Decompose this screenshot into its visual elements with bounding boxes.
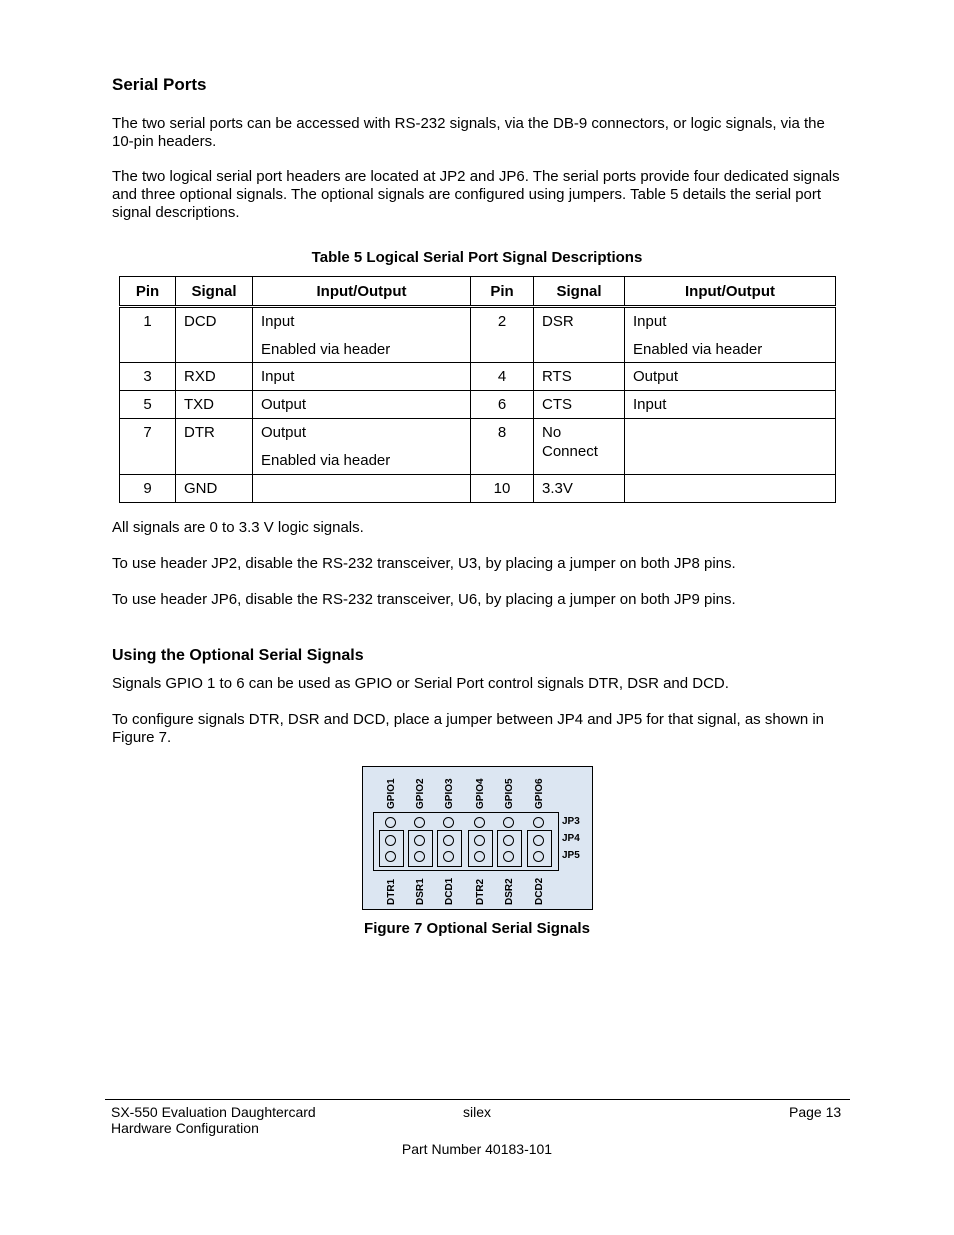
gpio-label: GPIO3 xyxy=(444,778,455,809)
pin-circle xyxy=(414,817,425,828)
footer-doc-title: SX-550 Evaluation Daughtercard xyxy=(111,1104,316,1120)
signal-label: DSR1 xyxy=(415,878,426,905)
cell-io-line: Enabled via header xyxy=(261,452,391,469)
cell-io-line: Output xyxy=(261,424,307,441)
table-row xyxy=(120,419,836,475)
cell-io-line: Input xyxy=(261,313,295,330)
signal-label: DTR1 xyxy=(386,878,397,905)
cell-signal: DTR xyxy=(176,419,253,475)
jumper-diagram xyxy=(362,766,593,910)
gpio-label: GPIO1 xyxy=(386,778,397,809)
header-io-1: Input/Output xyxy=(253,277,471,307)
cell-pin: 8 xyxy=(471,419,534,475)
subsection-para-2: To configure signals DTR, DSR and DCD, place a jumper between JP4 and JP5 for that signal, as shown in Figure 7. xyxy=(112,711,825,746)
pin-circle xyxy=(443,835,454,846)
cell-io xyxy=(625,419,836,475)
pin-circle xyxy=(414,851,425,862)
cell-signal: DCD xyxy=(176,307,253,363)
footer-part-number: Part Number 40183-101 xyxy=(401,1141,553,1157)
signal-label: DTR2 xyxy=(475,878,486,905)
subsection-title: Using the Optional Serial Signals xyxy=(112,647,364,664)
pin-circle xyxy=(443,851,454,862)
section-para-1: The two serial ports can be accessed with RS-232 signals, via the DB-9 connectors, or logic signals, via the 10-pin headers. xyxy=(112,115,825,150)
cell-io-line: Input xyxy=(633,313,667,330)
cell-pin: 6 xyxy=(471,391,534,419)
signal-label: DSR2 xyxy=(504,878,515,905)
pin-circle xyxy=(474,851,485,862)
pin-circle xyxy=(533,835,544,846)
cell-pin: 1 xyxy=(120,307,176,363)
subsection-para-1: Signals GPIO 1 to 6 can be used as GPIO or Serial Port control signals DTR, DSR and DCD. xyxy=(112,675,729,692)
header-pin-1: Pin xyxy=(120,277,176,307)
cell-pin: 7 xyxy=(120,419,176,475)
header-pin-2: Pin xyxy=(471,277,534,307)
header-io-2: Input/Output xyxy=(625,277,836,307)
section-title: Serial Ports xyxy=(112,75,207,94)
cell-io: Output xyxy=(253,391,471,419)
table-row xyxy=(120,475,836,503)
figure-caption: Figure 7 Optional Serial Signals xyxy=(364,920,590,937)
cell-signal: GND xyxy=(176,475,253,503)
pin-circle xyxy=(503,851,514,862)
table-header-row xyxy=(120,277,836,307)
pin-circle xyxy=(503,817,514,828)
pin-circle xyxy=(385,835,396,846)
pin-circle xyxy=(503,835,514,846)
footer-divider xyxy=(105,1099,850,1100)
cell-signal: TXD xyxy=(176,391,253,419)
note-logic-levels: All signals are 0 to 3.3 V logic signals. xyxy=(112,519,364,536)
cell-io-line: Enabled via header xyxy=(261,341,391,358)
signal-table xyxy=(119,276,836,503)
footer-company: silex xyxy=(463,1104,492,1120)
cell-signal: No Connect xyxy=(534,419,625,475)
table-caption: Table 5 Logical Serial Port Signal Descriptions xyxy=(311,249,643,266)
cell-pin: 2 xyxy=(471,307,534,363)
header-signal-2: Signal xyxy=(534,277,625,307)
note-jp2: To use header JP2, disable the RS-232 transceiver, U3, by placing a jumper on both JP8 pins. xyxy=(112,555,736,572)
cell-signal: RXD xyxy=(176,363,253,391)
section-para-2: The two logical serial port headers are located at JP2 and JP6. The serial ports provide four dedicated signals and three optional signals. The optional signals are configured using jumpers. Table 5 details the serial port signal descriptions. xyxy=(112,168,840,221)
pin-circle xyxy=(414,835,425,846)
gpio-label: GPIO2 xyxy=(415,778,426,809)
cell-io xyxy=(253,419,471,475)
cell-io: Input xyxy=(253,363,471,391)
pin-circle xyxy=(474,817,485,828)
cell-signal: CTS xyxy=(534,391,625,419)
footer-section: Hardware Configuration xyxy=(111,1120,259,1136)
gpio-label: GPIO5 xyxy=(504,778,515,809)
pin-circle xyxy=(474,835,485,846)
signal-label: DCD1 xyxy=(444,877,455,905)
pin-circle xyxy=(533,851,544,862)
jumper-label: JP5 xyxy=(562,850,580,861)
pin-circle xyxy=(385,817,396,828)
pin-circle xyxy=(443,817,454,828)
table-row xyxy=(120,307,836,363)
cell-pin: 5 xyxy=(120,391,176,419)
cell-pin: 3 xyxy=(120,363,176,391)
cell-signal: DSR xyxy=(534,307,625,363)
header-signal-1: Signal xyxy=(176,277,253,307)
cell-pin: 4 xyxy=(471,363,534,391)
cell-io xyxy=(253,307,471,363)
cell-io xyxy=(625,307,836,363)
pin-circle xyxy=(533,817,544,828)
signal-label: DCD2 xyxy=(534,877,545,905)
pin-circle xyxy=(385,851,396,862)
cell-io: Input xyxy=(625,391,836,419)
table-row xyxy=(120,363,836,391)
gpio-label: GPIO6 xyxy=(534,778,545,809)
footer-page-number: Page 13 xyxy=(789,1104,842,1120)
cell-signal: RTS xyxy=(534,363,625,391)
note-jp6: To use header JP6, disable the RS-232 transceiver, U6, by placing a jumper on both JP9 pins. xyxy=(112,591,736,608)
cell-pin: 10 xyxy=(471,475,534,503)
cell-pin: 9 xyxy=(120,475,176,503)
table-row xyxy=(120,391,836,419)
jumper-label: JP3 xyxy=(562,816,580,827)
gpio-label: GPIO4 xyxy=(475,778,486,809)
cell-io xyxy=(625,475,836,503)
jumper-label: JP4 xyxy=(562,833,580,844)
cell-signal: 3.3V xyxy=(534,475,625,503)
cell-io-line: Enabled via header xyxy=(633,341,763,358)
cell-io: Output xyxy=(625,363,836,391)
cell-io xyxy=(253,475,471,503)
